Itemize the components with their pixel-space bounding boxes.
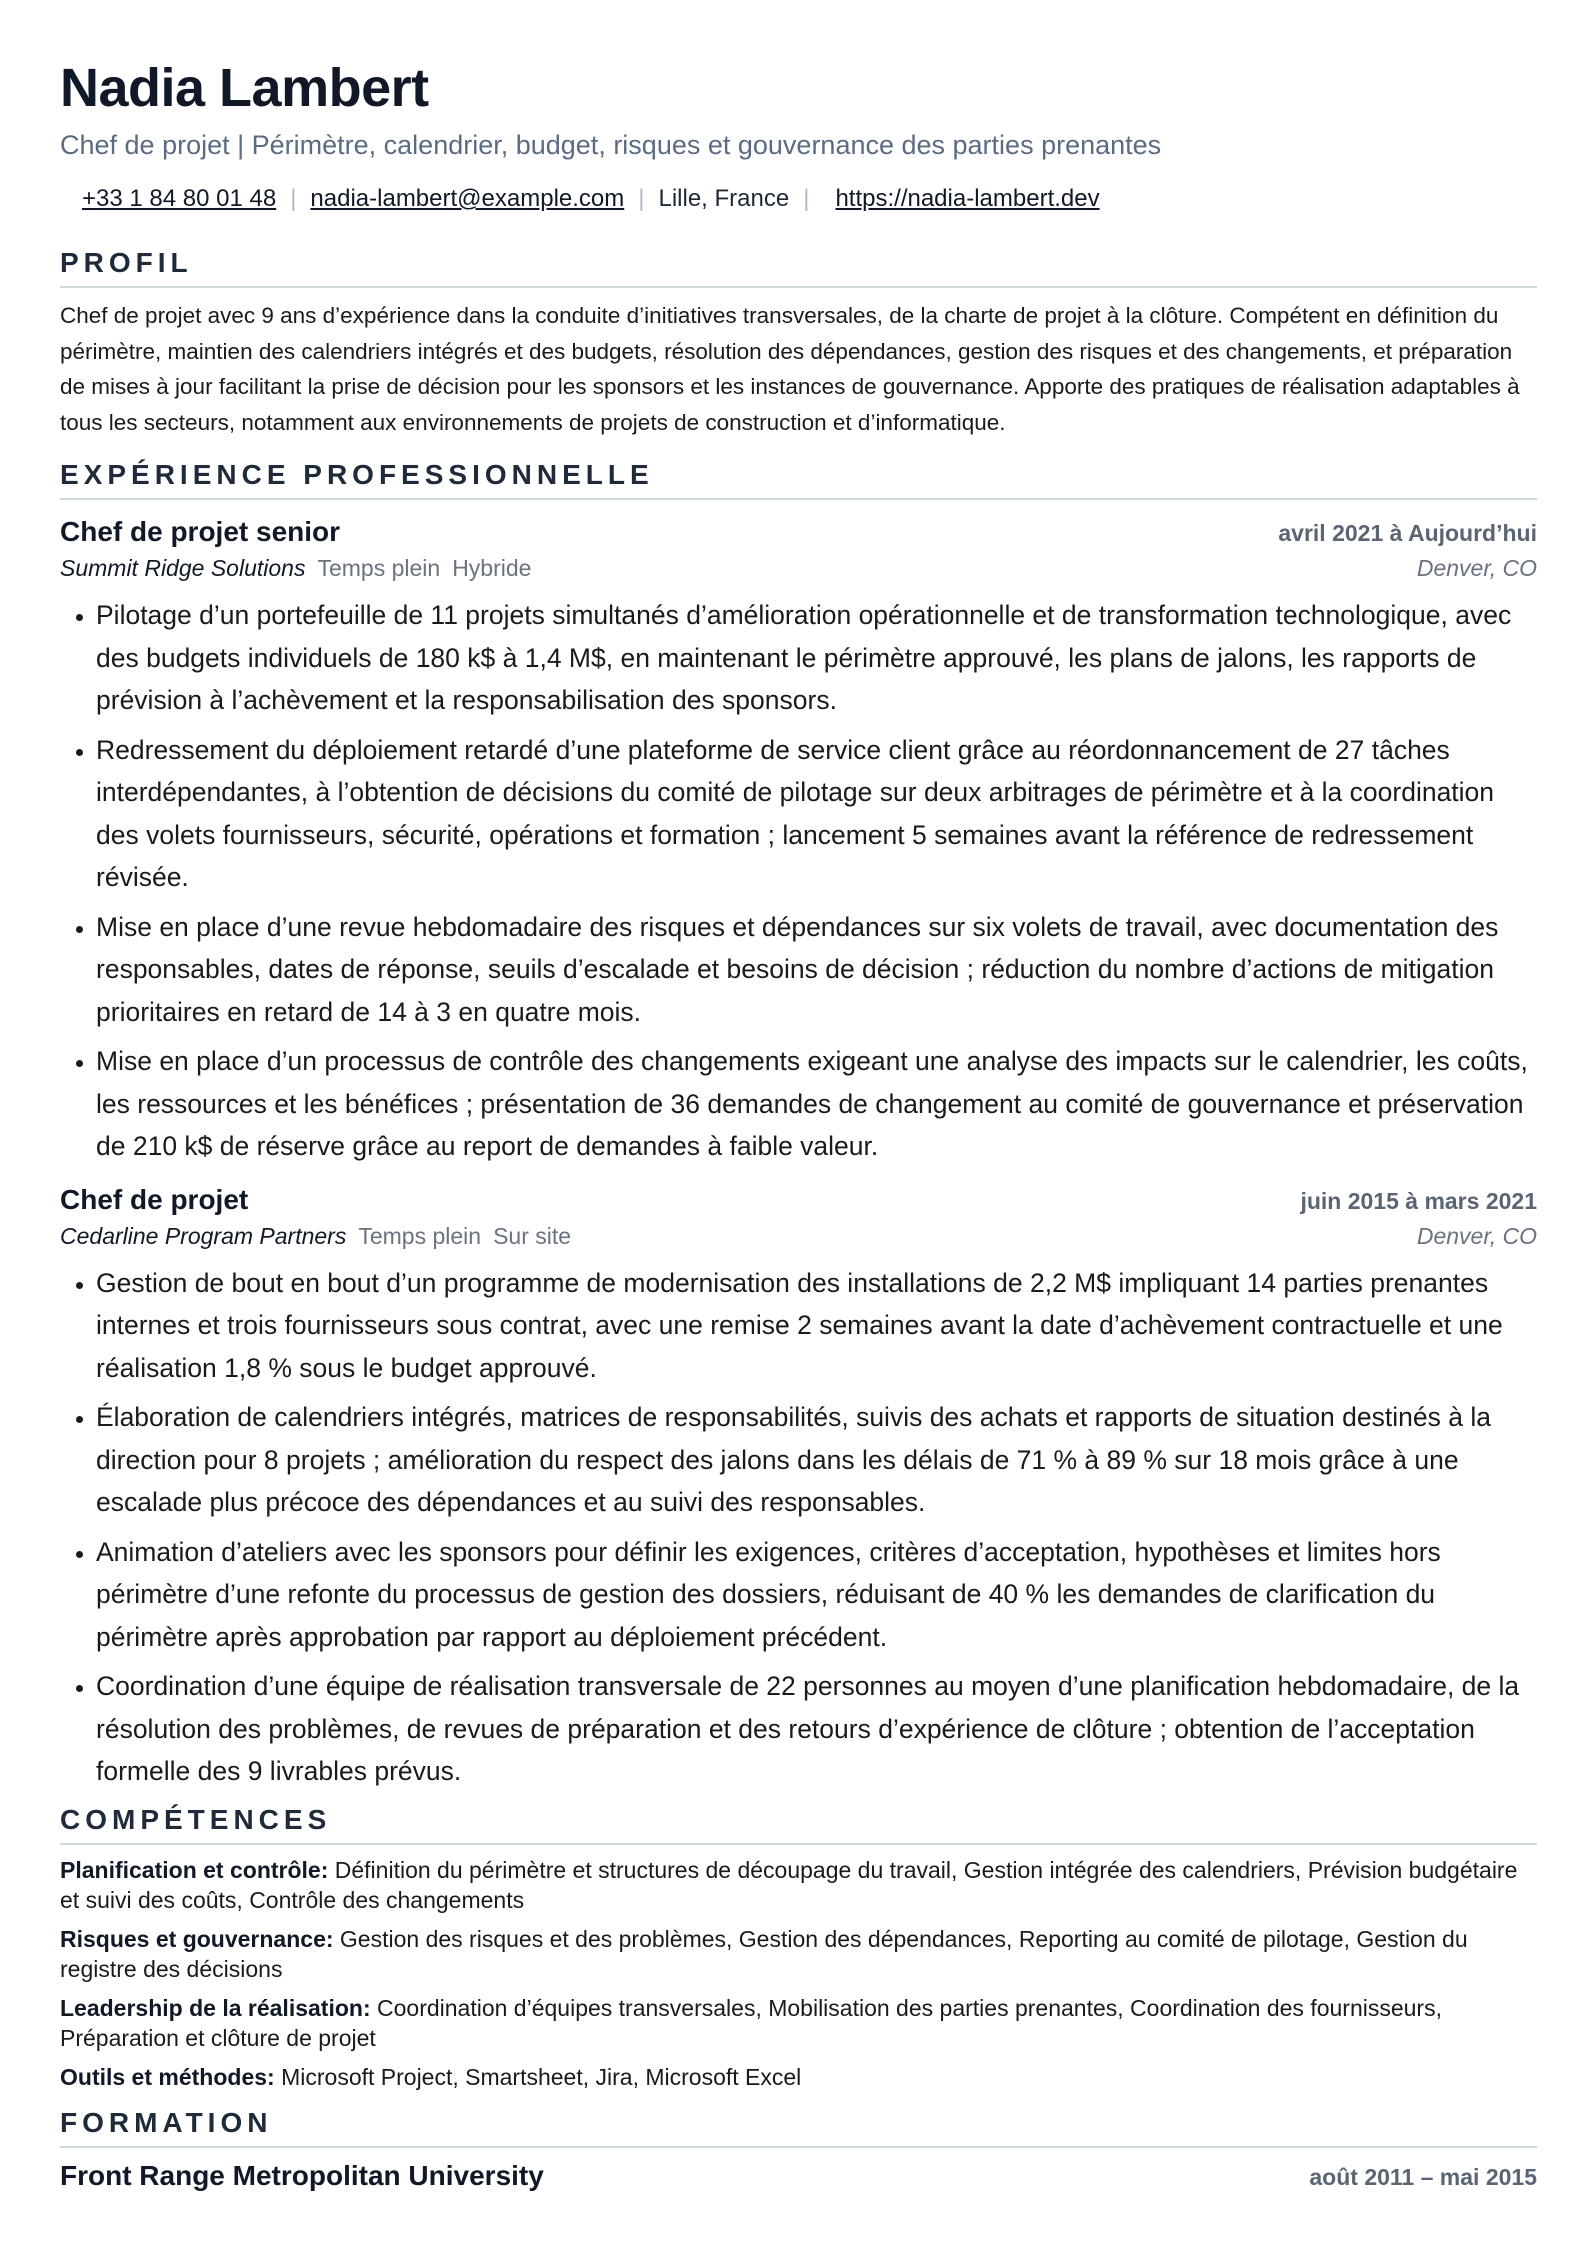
job-location: Denver, CO bbox=[1416, 1222, 1537, 1249]
website-link[interactable]: https://nadia-lambert.dev bbox=[835, 185, 1100, 212]
contact-separator: | bbox=[803, 185, 810, 212]
skill-group-items: Définition du périmètre et structures de découpage du travail, Gestion intégrée des calendriers, Prévision budgétaire et suivi des coûts, Contrôle des changements bbox=[60, 1856, 1518, 1913]
job-type-tag: Temps plein bbox=[358, 1222, 482, 1249]
location-text: Lille, France bbox=[658, 185, 790, 212]
job-mode-tag: Sur site bbox=[493, 1222, 572, 1249]
job-title: Chef de projet bbox=[60, 1183, 249, 1215]
job-bullets bbox=[60, 1262, 1537, 1793]
job-location: Denver, CO bbox=[1416, 555, 1537, 581]
email-link[interactable]: nadia-lambert@example.com bbox=[310, 185, 625, 212]
phone-link[interactable]: +33 1 84 80 01 48 bbox=[82, 185, 277, 212]
contact-separator: | bbox=[638, 185, 645, 212]
job-entry bbox=[60, 514, 1537, 1168]
candidate-name: Nadia Lambert bbox=[60, 58, 429, 118]
skill-group-items: Coordination d’équipes transversales, Mobilisation des parties prenantes, Coordination des fournisseurs, Préparation et clôture de projet bbox=[60, 1994, 1442, 2051]
job-entry bbox=[60, 1182, 1537, 1793]
job-bullet: • Gestion de bout en bout d’un programme de modernisation des installations de 2,2 M$ impliquant 14 parties prenantes internes et trois fournisseurs sous contrat, avec une remise 2 semaines avant la date d’achèvement contractuelle et une réalisation 1,8 % sous le budget approuvé. bbox=[96, 1262, 1537, 1390]
job-subheader bbox=[60, 550, 1537, 586]
job-mode-tag: Hybride bbox=[452, 555, 532, 581]
skill-group-label: Leadership de la réalisation: bbox=[60, 1994, 371, 2021]
job-header bbox=[60, 514, 1537, 550]
profil-summary: Chef de projet avec 9 ans d’expérience dans la conduite d’initiatives transversales, de la charte de projet à la clôture. Compétent en définition du périmètre, maintien des calendriers intégrés et des budgets, résolution des dépendances, gestion des risques et des changements, et préparation de mises à jour facilitant la prise de décision pour les sponsors et les instances de gouvernance. Apporte des pratiques de réalisation adaptables à tous les secteurs, notamment aux environnements de projets de construction et d’informatique. bbox=[60, 303, 1520, 435]
job-type-tag: Temps plein bbox=[317, 555, 441, 581]
job-subheader bbox=[60, 1218, 1537, 1254]
skill-group-label: Planification et contrôle: bbox=[60, 1856, 329, 1883]
skill-group bbox=[60, 2062, 1537, 2092]
job-bullet: • Animation d’ateliers avec les sponsors pour définir les exigences, critères d’acceptation, hypothèses et limites hors périmètre d’une refonte du processus de gestion des dossiers, réduisant de 40 % les demandes de clarification du périmètre après approbation par rapport au déploiement précédent. bbox=[96, 1531, 1537, 1659]
section-title-experience: EXPÉRIENCE PROFESSIONNELLE bbox=[60, 458, 1537, 500]
job-company-line bbox=[60, 1218, 571, 1254]
skill-group bbox=[60, 1993, 1537, 2053]
job-bullet: • Mise en place d’un processus de contrôle des changements exigeant une analyse des impacts sur le calendrier, les coûts, les ressources et les bénéfices ; présentation de 36 demandes de changement au comité de gouvernance et préservation de 210 k$ de réserve grâce au report de demandes à faible valeur. bbox=[96, 1040, 1537, 1168]
education-entry bbox=[60, 2160, 1537, 2192]
job-bullet: • Élaboration de calendriers intégrés, matrices de responsabilités, suivis des achats et rapports de situation destinés à la direction pour 8 projets ; amélioration du respect des jalons dans les délais de 71 % à 89 % sur 18 mois grâce à une escalade plus précoce des dépendances et au suivi des responsables. bbox=[96, 1396, 1537, 1524]
job-dates: avril 2021 à Aujourd’hui bbox=[1278, 520, 1537, 546]
contact-separator: | bbox=[290, 185, 297, 212]
contact-bar bbox=[60, 184, 1537, 214]
skill-group bbox=[60, 1924, 1537, 1984]
job-company-line bbox=[60, 550, 531, 586]
section-title-skills: COMPÉTENCES bbox=[60, 1803, 1537, 1845]
skill-group-items: Gestion des risques et des problèmes, Gestion des dépendances, Reporting au comité de pilotage, Gestion du registre des décisions bbox=[60, 1925, 1468, 1982]
job-bullet: • Pilotage d’un portefeuille de 11 projets simultanés d’amélioration opérationnelle et de transformation technologique, avec des budgets individuels de 180 k$ à 1,4 M$, en maintenant le périmètre approuvé, les plans de jalons, les rapports de prévision à l’achèvement et la responsabilisation des sponsors. bbox=[96, 594, 1537, 722]
skill-group bbox=[60, 1855, 1537, 1915]
job-bullets bbox=[60, 594, 1537, 1168]
section-title-profil: PROFIL bbox=[60, 246, 1537, 288]
job-bullet: • Redressement du déploiement retardé d’une plateforme de service client grâce au réordonnancement de 27 tâches interdépendantes, à l’obtention de décisions du comité de pilotage sur deux arbitrages de périmètre et à la coordination des volets fournisseurs, sécurité, opérations et formation ; lancement 5 semaines avant la référence de redressement révisée. bbox=[96, 729, 1537, 899]
job-bullet: • Coordination d’une équipe de réalisation transversale de 22 personnes au moyen d’une planification hebdomadaire, de la résolution des problèmes, de revues de préparation et des retours d’expérience de clôture ; obtention de l’acceptation formelle des 9 livrables prévus. bbox=[96, 1665, 1537, 1793]
skill-group-items: Microsoft Project, Smartsheet, Jira, Microsoft Excel bbox=[274, 2063, 802, 2090]
education-dates: août 2011 – mai 2015 bbox=[1309, 2163, 1537, 2190]
headline: Chef de projet | Périmètre, calendrier, budget, risques et gouvernance des parties prenantes bbox=[60, 130, 1162, 160]
skill-group-label: Outils et méthodes: bbox=[60, 2063, 275, 2090]
section-title-formation: FORMATION bbox=[60, 2106, 1537, 2148]
job-company: Cedarline Program Partners bbox=[60, 1222, 347, 1249]
job-bullet: • Mise en place d’une revue hebdomadaire des risques et dépendances sur six volets de travail, avec documentation des responsables, dates de réponse, seuils d’escalade et besoins de décision ; réduction du nombre d’actions de mitigation prioritaires en retard de 14 à 3 en quatre mois. bbox=[96, 906, 1537, 1034]
skill-group-label: Risques et gouvernance: bbox=[60, 1925, 334, 1952]
job-company: Summit Ridge Solutions bbox=[60, 555, 306, 581]
job-dates: juin 2015 à mars 2021 bbox=[1300, 1187, 1537, 1214]
job-title: Chef de projet senior bbox=[60, 516, 341, 547]
skills-list bbox=[60, 1855, 1537, 2092]
education-school: Front Range Metropolitan University bbox=[60, 2159, 544, 2191]
job-header bbox=[60, 1182, 1537, 1218]
resume-page bbox=[60, 50, 1537, 2192]
